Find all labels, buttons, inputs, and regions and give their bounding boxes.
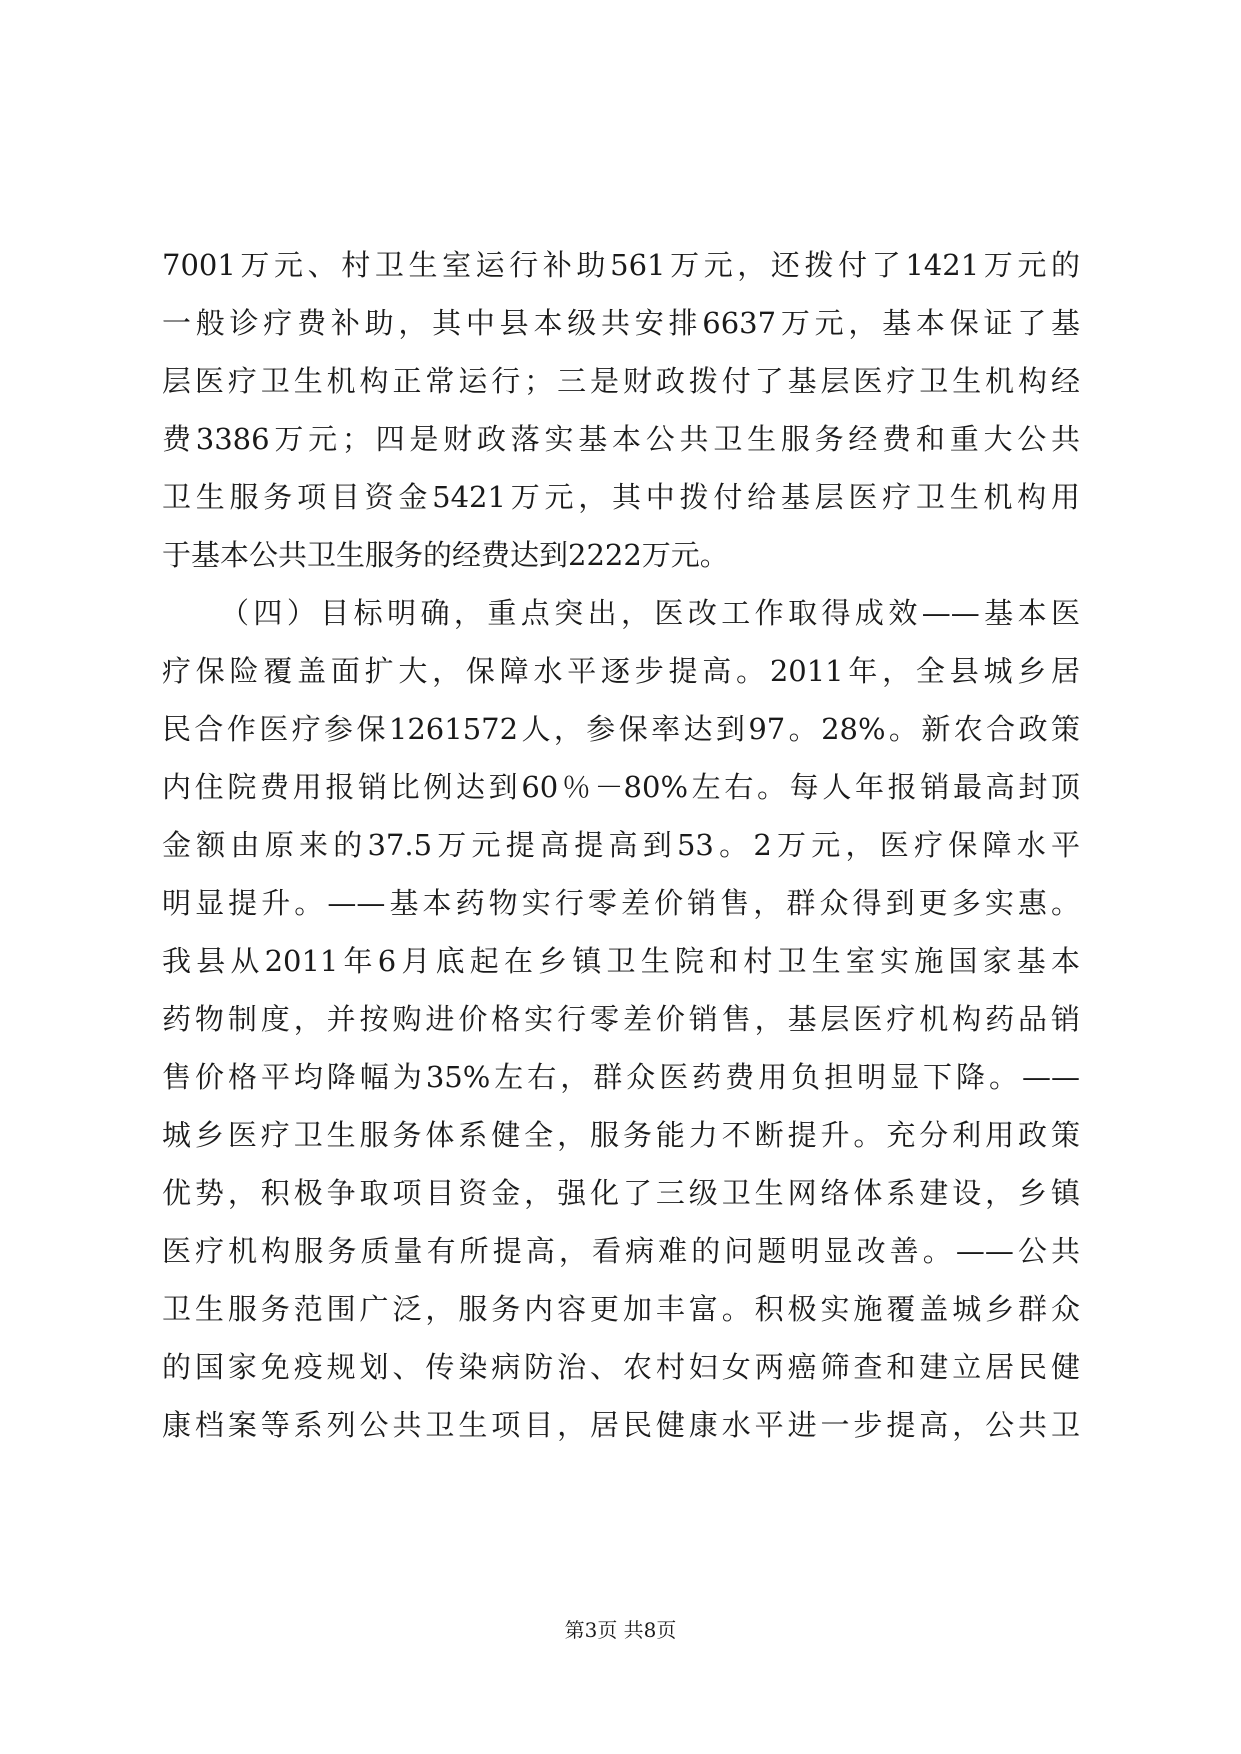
text-line-4: 费3386万元；四是财政落实基本公共卫生服务经费和重大公共 — [162, 422, 1080, 456]
text-line-10: 内住院费用报销比例达到60％－80%左右。每人年报销最高封顶 — [162, 770, 1080, 804]
text-line-11: 金额由原来的37.5万元提高提高到53。2万元，医疗保障水平 — [162, 828, 1080, 862]
document-body — [162, 236, 1080, 1454]
text-line-20: 的国家免疫规划、传染病防治、农村妇女两癌筛查和建立居民健 — [162, 1350, 1080, 1384]
text-line-21: 康档案等系列公共卫生项目，居民健康水平进一步提高，公共卫 — [162, 1408, 1080, 1442]
text-line-15: 售价格平均降幅为35%左右，群众医药费用负担明显下降。—— — [162, 1060, 1080, 1094]
page-footer — [0, 1616, 1241, 1644]
text-line-14: 药物制度，并按购进价格实行零差价销售，基层医疗机构药品销 — [162, 1002, 1080, 1036]
text-line-19: 卫生服务范围广泛，服务内容更加丰富。积极实施覆盖城乡群众 — [162, 1292, 1080, 1326]
text-line-13: 我县从2011年6月底起在乡镇卫生院和村卫生室实施国家基本 — [162, 944, 1080, 978]
text-line-1: 7001万元、村卫生室运行补助561万元，还拨付了1421万元的 — [162, 248, 1080, 282]
text-line-8: 疗保险覆盖面扩大，保障水平逐步提高。2011年，全县城乡居 — [162, 654, 1080, 688]
text-line-17: 优势，积极争取项目资金，强化了三级卫生网络体系建设，乡镇 — [162, 1176, 1080, 1210]
text-line-12: 明显提升。——基本药物实行零差价销售，群众得到更多实惠。 — [162, 886, 1080, 920]
text-line-2: 一般诊疗费补助，其中县本级共安排6637万元，基本保证了基 — [162, 306, 1080, 340]
text-line-6: 于基本公共卫生服务的经费达到2222万元。 — [162, 538, 729, 572]
text-line-5: 卫生服务项目资金5421万元，其中拨付给基层医疗卫生机构用 — [162, 480, 1080, 514]
text-line-7: （四）目标明确，重点突出，医改工作取得成效——基本医 — [220, 596, 1080, 630]
text-line-9: 民合作医疗参保1261572人，参保率达到97。28%。新农合政策 — [162, 712, 1080, 746]
text-line-3: 层医疗卫生机构正常运行；三是财政拨付了基层医疗卫生机构经 — [162, 364, 1080, 398]
text-line-18: 医疗机构服务质量有所提高，看病难的问题明显改善。——公共 — [162, 1234, 1080, 1268]
page-number: 第3页 共8页 — [564, 1618, 677, 1642]
text-line-16: 城乡医疗卫生服务体系健全，服务能力不断提升。充分利用政策 — [162, 1118, 1080, 1152]
